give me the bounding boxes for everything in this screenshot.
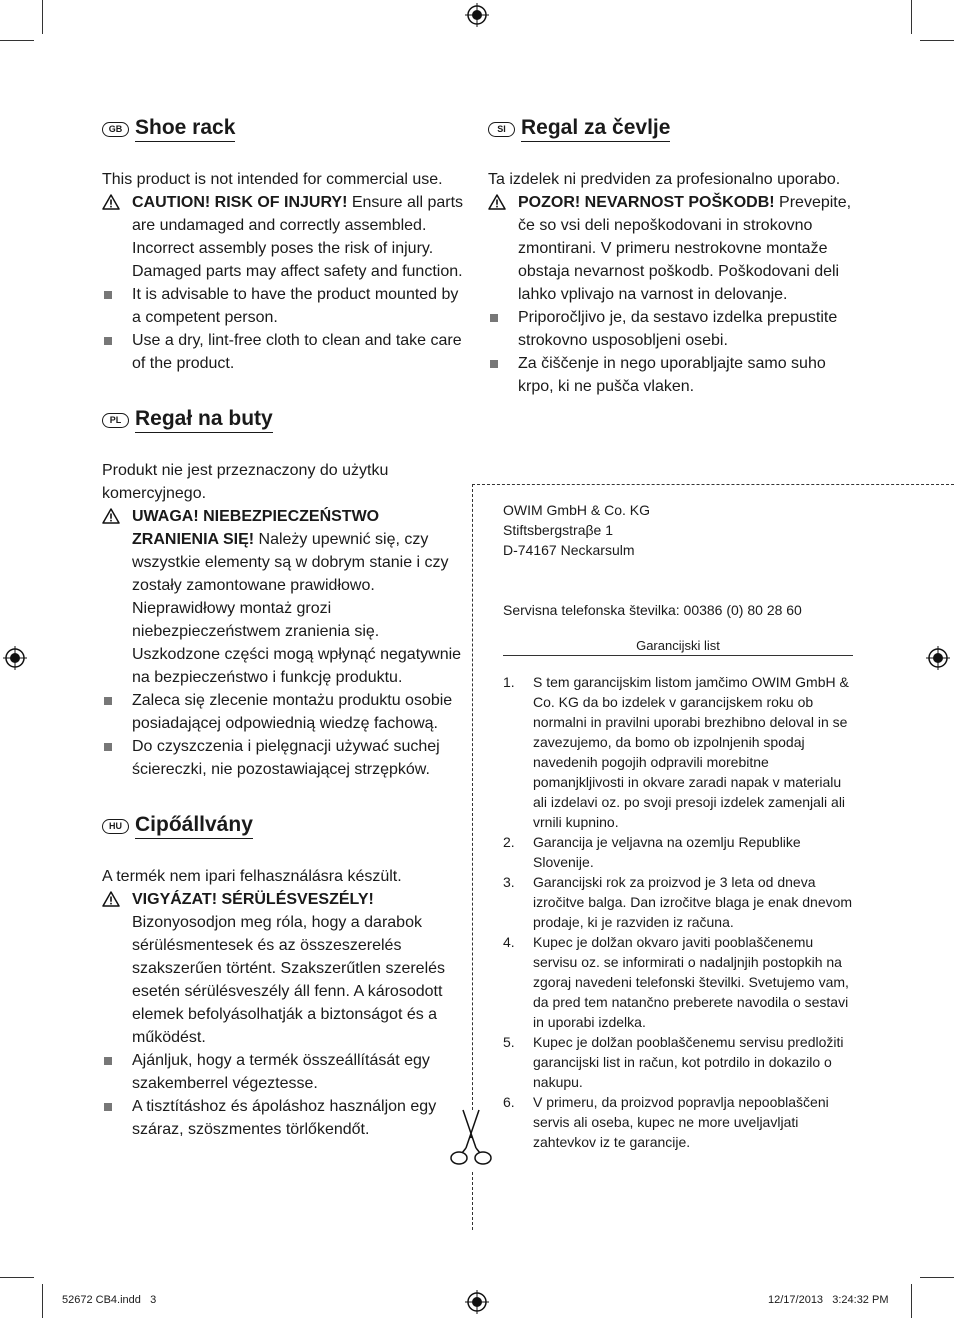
- section-pl: [102, 407, 466, 781]
- square-bullet-icon: [104, 1057, 112, 1065]
- warning-block: [102, 505, 466, 689]
- section-title: [488, 116, 854, 142]
- country-badge: GB: [102, 122, 129, 137]
- warning-text: Bizonyosodjon meg róla, hogy a darabok sérülésmentesek és az összeszerelés szakszerűen történt. Szakszerűtlen szerelés esetén sérülésveszély áll fenn. A károsodott elemek befolyásolhatják a biztonságot és a működést.: [132, 914, 446, 1046]
- list-item: [488, 352, 854, 398]
- crop-mark: [0, 40, 34, 41]
- right-column: [488, 116, 854, 398]
- registration-mark-icon: [3, 646, 27, 670]
- guarantee-item: [503, 1092, 853, 1152]
- warning-label: UWAGA! NIEBEZPIECZEŃSTWO ZRANIENIA SIĘ!: [132, 508, 380, 548]
- section-title: [102, 407, 466, 433]
- list-item: [102, 1049, 466, 1095]
- warning-triangle-icon: [102, 508, 120, 524]
- warning-label: POZOR! NEVARNOST POŠKODB!: [518, 194, 775, 211]
- crop-mark: [42, 1284, 43, 1318]
- guarantee-item: [503, 932, 853, 1032]
- country-badge: PL: [102, 413, 129, 428]
- section-heading: Regał na buty: [135, 407, 273, 433]
- guarantee-item-text: Garancijski rok za proizvod je 3 leta od dneva izročitve balga. Dan izročitve blaga je enak dnevom prodaje, ki je razviden iz računa.: [533, 874, 853, 930]
- warning-triangle-icon: [102, 194, 120, 210]
- list-item: [102, 689, 466, 735]
- list-item: [488, 306, 854, 352]
- section-title: [102, 116, 466, 142]
- list-item: [102, 735, 466, 781]
- section-heading: Cipőállvány: [135, 813, 253, 839]
- crop-mark: [911, 0, 912, 34]
- list-item-text: A tisztításhoz és ápoláshoz használjon egy száraz, szöszmentes törlőkendőt.: [132, 1098, 437, 1138]
- list-item: [102, 283, 466, 329]
- square-bullet-icon: [104, 291, 112, 299]
- footer-file-name: 52672 CB4.indd 3: [62, 1294, 157, 1306]
- list-item-text: It is advisable to have the product mounted by a competent person.: [132, 286, 459, 326]
- guarantee-item-text: Kupec je dolžan pooblaščenemu servisu predložiti garancijski list in račun, kot potrdilo in dokazilo o nakupu.: [533, 1034, 844, 1090]
- warning-triangle-icon: [488, 194, 506, 210]
- guarantee-item: [503, 832, 853, 872]
- guarantee-item-text: S tem garancijskim listom jamčimo OWIM GmbH & Co. KG da bo izdelek v garancijskem roku ob normalni in pravilni uporabi brezhibno deloval in se zavezujemo, da bomo ob izpolnjenih spodaj navedenih pogojih odpravili morebitne pomanjkljivosti in okvare zaradi napak v materialu ali izdelavi oz. po svoji presoji izdelek zamenjali ali vrnili kupnino.: [533, 674, 849, 830]
- warning-block: [102, 191, 466, 283]
- scissors-icon: [446, 1108, 496, 1170]
- guarantee-item-number: 1.: [503, 674, 515, 690]
- footer-datetime: 12/17/2013 3:24:32 PM: [768, 1294, 889, 1306]
- crop-mark: [920, 40, 954, 41]
- cut-line-vertical: [472, 484, 473, 1110]
- warning-label: VIGYÁZAT! SÉRÜLÉSVESZÉLY!: [132, 891, 374, 908]
- intro-text: This product is not intended for commercial use.: [102, 171, 443, 188]
- cut-line-horizontal: [472, 484, 954, 485]
- guarantee-item-number: 5.: [503, 1034, 515, 1050]
- crop-mark: [920, 1277, 954, 1278]
- guarantee-title: Garancijski list: [636, 638, 720, 653]
- square-bullet-icon: [104, 743, 112, 751]
- cut-line-vertical: [472, 1172, 473, 1230]
- section-si: [488, 116, 854, 398]
- country-badge: SI: [488, 122, 515, 137]
- section-hu: [102, 813, 466, 1141]
- guarantee-item-number: 6.: [503, 1094, 515, 1110]
- guarantee-item: [503, 672, 853, 832]
- list-item-text: Priporočljivo je, da sestavo izdelka prepustite strokovno usposobljeni osebi.: [518, 309, 838, 349]
- crop-mark: [0, 1277, 34, 1278]
- section-title: [102, 813, 466, 839]
- guarantee-item-text: Garancija je veljavna na ozemlju Republike Slovenije.: [533, 834, 801, 870]
- list-item: [102, 1095, 466, 1141]
- square-bullet-icon: [104, 337, 112, 345]
- square-bullet-icon: [490, 360, 498, 368]
- square-bullet-icon: [104, 1103, 112, 1111]
- company-street: Stiftsbergstraβe 1: [503, 522, 613, 538]
- guarantee-item-number: 3.: [503, 874, 515, 890]
- service-phone: Servisna telefonska številka: 00386 (0) 80 28 60: [503, 602, 802, 618]
- square-bullet-icon: [104, 697, 112, 705]
- left-column: [102, 116, 466, 1141]
- list-item-text: Zaleca się zlecenie montażu produktu osobie posiadającej odpowiednią wiedzę fachową.: [132, 692, 453, 732]
- warning-triangle-icon: [102, 891, 120, 907]
- guarantee-item-number: 2.: [503, 834, 515, 850]
- guarantee-item: [503, 872, 853, 932]
- intro-text: Produkt nie jest przeznaczony do użytku komercyjnego.: [102, 462, 389, 502]
- intro-text: A termék nem ipari felhasználásra készült.: [102, 868, 402, 885]
- company-name: OWIM GmbH & Co. KG: [503, 502, 651, 518]
- list-item-text: Za čiščenje in nego uporabljajte samo suho krpo, ki ne pušča vlaken.: [518, 355, 826, 395]
- intro-text: Ta izdelek ni predviden za profesionalno uporabo.: [488, 171, 841, 188]
- crop-mark: [911, 1284, 912, 1318]
- list-item: [102, 329, 466, 375]
- square-bullet-icon: [490, 314, 498, 322]
- registration-mark-icon: [465, 3, 489, 27]
- guarantee-item-text: V primeru, da proizvod popravlja nepooblaščeni servis ali oseba, kupec ne more uveljavljati zahtevkov iz te garancije.: [533, 1094, 829, 1150]
- warranty-card: [503, 500, 853, 1152]
- warning-text: Należy upewnić się, czy wszystkie elementy są w dobrym stanie i czy zostały zamontowane prawidłowo. Nieprawidłowy montaż grozi niebezpieczeństwem zranienia się. Uszkodzone części mogą wpłynąć negatywnie na bezpieczeństwo i funkcję produktu.: [132, 531, 462, 686]
- list-item-text: Ajánljuk, hogy a termék összeállítását egy szakemberrel végeztesse.: [132, 1052, 430, 1092]
- warning-text: Prevepite, če so vsi deli nepoškodovani in strokovno zmontirani. V primeru nestrokovne montaže obstaja nevarnost poškodb. Poškodovani deli lahko vplivajo na varnost in delovanje.: [518, 194, 852, 303]
- warning-label: CAUTION! RISK OF INJURY!: [132, 194, 348, 211]
- list-item-text: Do czyszczenia i pielęgnacji używać suchej ściereczki, nie pozostawiającej strzępków.: [132, 738, 440, 778]
- country-badge: HU: [102, 819, 129, 834]
- section-heading: Regal za čevlje: [521, 116, 670, 142]
- registration-mark-icon: [926, 646, 950, 670]
- warning-text: Ensure all parts are undamaged and correctly assembled. Incorrect assembly poses the risk of injury. Damaged parts may affect safety and function.: [132, 194, 464, 280]
- guarantee-item: [503, 1032, 853, 1092]
- crop-mark: [42, 0, 43, 34]
- section-heading: Shoe rack: [135, 116, 235, 142]
- warning-block: [488, 191, 854, 306]
- company-city: D-74167 Neckarsulm: [503, 542, 635, 558]
- section-gb: [102, 116, 466, 375]
- list-item-text: Use a dry, lint-free cloth to clean and take care of the product.: [132, 332, 462, 372]
- warning-block: [102, 888, 466, 1049]
- registration-mark-icon: [465, 1290, 489, 1314]
- guarantee-item-text: Kupec je dolžan okvaro javiti pooblaščenemu servisu oz. se informirati o nadaljnjih postopkih na zgoraj navedeni telefonski številki. Svetujemo vam, da pred tem natančno preberete navodila o sestavi in uporabi izdelka.: [533, 934, 849, 1030]
- guarantee-item-number: 4.: [503, 934, 515, 950]
